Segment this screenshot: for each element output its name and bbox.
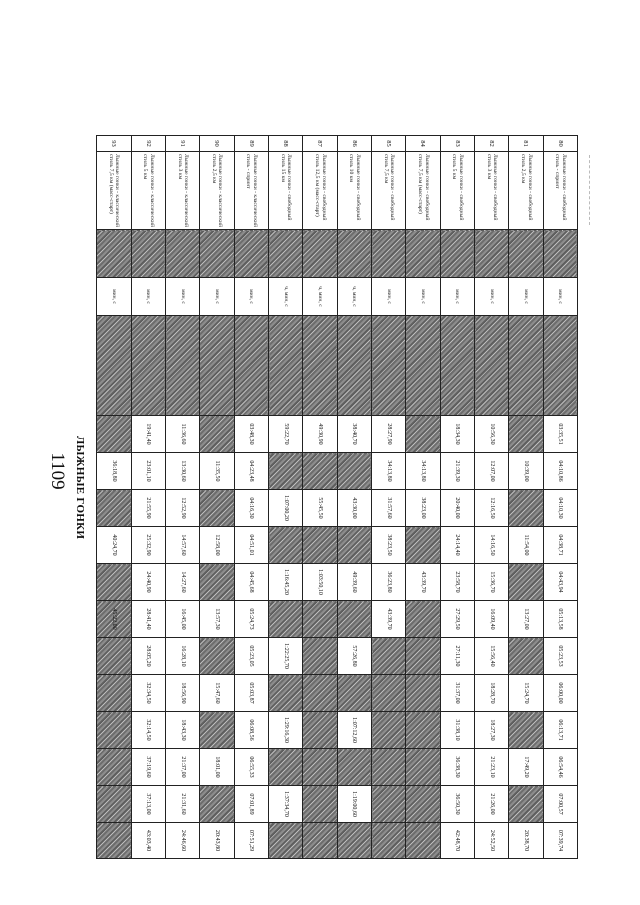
redacted-cell	[303, 601, 337, 638]
discipline-name: Лыжные гонки - свободный стиль - спринт	[543, 152, 577, 230]
redacted-cell	[406, 638, 440, 675]
redacted-cell	[303, 823, 337, 859]
row-number: 88	[268, 136, 302, 152]
section-title: ЛЫЖНЫЕ ГОНКИ	[74, 436, 86, 540]
value-cell: 06:55,33	[234, 749, 268, 786]
table-row	[234, 136, 268, 859]
redacted-cell	[406, 601, 440, 638]
redacted-cell	[509, 564, 543, 601]
value-cell: 16:28,10	[165, 638, 199, 675]
value-cell: 07:00,57	[543, 786, 577, 823]
value-cell: 15:36,70	[474, 564, 508, 601]
standards-table	[96, 135, 578, 859]
redacted-cell	[97, 712, 132, 749]
redacted-cell	[165, 230, 199, 278]
unit-cell: мин, с	[131, 278, 165, 316]
value-cell: 16:09,40	[474, 601, 508, 638]
value-cell: 18:28,70	[474, 675, 508, 712]
row-number: 91	[165, 136, 199, 152]
value-cell: 31:38,10	[440, 712, 474, 749]
value-cell: 12:58,00	[200, 527, 234, 564]
value-cell: 34:13,80	[406, 453, 440, 490]
value-cell: 1:07:00,20	[268, 490, 302, 527]
redacted-cell	[509, 638, 543, 675]
value-cell: 28:05,20	[131, 638, 165, 675]
table-row	[200, 136, 234, 859]
table-row	[268, 136, 302, 859]
redacted-cell	[97, 230, 132, 278]
redacted-cell	[200, 490, 234, 527]
redacted-cell	[543, 230, 577, 278]
redacted-cell	[303, 527, 337, 564]
redacted-cell	[200, 230, 234, 278]
redacted-cell	[97, 823, 132, 859]
unit-cell: ч, мин, с	[268, 278, 302, 316]
value-cell: 28:27,90	[371, 416, 405, 453]
value-cell: 20:43,80	[200, 823, 234, 859]
redacted-cell	[337, 675, 371, 712]
redacted-cell	[268, 749, 302, 786]
value-cell: 06:08,56	[234, 712, 268, 749]
value-cell: 06:00,00	[543, 675, 577, 712]
redacted-cell	[509, 316, 543, 416]
redacted-cell	[509, 712, 543, 749]
value-cell: 12:07,00	[474, 453, 508, 490]
discipline-name: Лыжные гонки - классический стиль - спринт	[234, 152, 268, 230]
value-cell: 43:03,40	[131, 823, 165, 859]
row-number: 82	[474, 136, 508, 152]
discipline-name: Лыжные гонки - классический стиль 5 км	[131, 152, 165, 230]
value-cell: 07:39,74	[543, 823, 577, 859]
redacted-cell	[97, 490, 132, 527]
value-cell: 24:52,50	[474, 823, 508, 859]
redacted-cell	[509, 786, 543, 823]
redacted-cell	[97, 749, 132, 786]
value-cell: 18:56,90	[165, 675, 199, 712]
value-cell: 36:18,80	[97, 453, 132, 490]
value-cell: 24:40,90	[131, 564, 165, 601]
row-number: 93	[97, 136, 132, 152]
redacted-cell	[509, 416, 543, 453]
redacted-cell	[268, 675, 302, 712]
value-cell: 07:51,29	[234, 823, 268, 859]
redacted-cell	[406, 230, 440, 278]
value-cell: 40:24,70	[97, 527, 132, 564]
redacted-cell	[131, 316, 165, 416]
discipline-name: Лыжные гонки - классический стиль 7,5 км (масс-старт)	[97, 152, 132, 230]
value-cell: 21:37,00	[165, 749, 199, 786]
value-cell: 1:22:25,70	[268, 638, 302, 675]
row-number: 80	[543, 136, 577, 152]
unit-cell: мин, с	[200, 278, 234, 316]
unit-cell: мин, с	[234, 278, 268, 316]
redacted-cell	[440, 316, 474, 416]
value-cell: 04:10,30	[543, 490, 577, 527]
unit-cell: ч, мин, с	[337, 278, 371, 316]
unit-cell: мин, с	[509, 278, 543, 316]
redacted-cell	[234, 316, 268, 416]
redacted-cell	[97, 316, 132, 416]
value-cell: 11:36,60	[165, 416, 199, 453]
table-row	[131, 136, 165, 859]
redacted-cell	[406, 527, 440, 564]
value-cell: 14:16,50	[474, 527, 508, 564]
value-cell: 1:19:00,60	[337, 786, 371, 823]
value-cell: 37:13,00	[131, 786, 165, 823]
value-cell: 05:13,58	[543, 601, 577, 638]
value-cell: 10:56,30	[474, 416, 508, 453]
value-cell: 55:45,50	[303, 490, 337, 527]
value-cell: 14:57,60	[165, 527, 199, 564]
value-cell: 21:26,00	[474, 786, 508, 823]
value-cell: 1:03:50,10	[303, 564, 337, 601]
value-cell: 18:27,30	[474, 712, 508, 749]
value-cell: 05:24,73	[234, 601, 268, 638]
redacted-cell: 45:22,00	[97, 601, 132, 638]
redacted-cell	[200, 712, 234, 749]
redacted-cell	[337, 601, 371, 638]
value-cell: 37:19,60	[131, 749, 165, 786]
value-cell: 36:50,30	[440, 786, 474, 823]
table-row	[440, 136, 474, 859]
unit-cell: мин, с	[97, 278, 132, 316]
discipline-name: Лыжные гонки - свободный стиль 10 км	[337, 152, 371, 230]
redacted-cell	[371, 749, 405, 786]
redacted-cell	[337, 823, 371, 859]
value-cell: 21:31,60	[165, 786, 199, 823]
value-cell: 24:46,60	[165, 823, 199, 859]
value-cell: 43:39,70	[371, 601, 405, 638]
redacted-cell	[303, 675, 337, 712]
redacted-cell	[97, 786, 132, 823]
value-cell: 13:30,60	[165, 453, 199, 490]
value-cell: 23:58,70	[440, 564, 474, 601]
redacted-cell	[97, 675, 132, 712]
page-number: 1109	[47, 452, 68, 490]
discipline-name: Лыжные гонки - классический стиль 2,5 км	[200, 152, 234, 230]
value-cell: 23:01,10	[131, 453, 165, 490]
value-cell: 04:45,68	[234, 564, 268, 601]
value-cell: 21:55,90	[131, 490, 165, 527]
discipline-name: Лыжные гонки - свободный стиль 5 км	[440, 152, 474, 230]
unit-cell: мин, с	[543, 278, 577, 316]
value-cell: 03:48,30	[234, 416, 268, 453]
value-cell: 32:34,50	[131, 675, 165, 712]
redacted-cell	[406, 823, 440, 859]
redacted-cell	[303, 316, 337, 416]
redacted-cell	[337, 749, 371, 786]
redacted-cell	[337, 230, 371, 278]
value-cell: 31:57,60	[371, 490, 405, 527]
discipline-name: Лыжные гонки - свободный стиль 7,5 км	[371, 152, 405, 230]
value-cell: 38:23,50	[371, 527, 405, 564]
row-number: 83	[440, 136, 474, 152]
redacted-cell	[200, 564, 234, 601]
value-cell: 16:45,00	[165, 601, 199, 638]
redacted-cell	[200, 638, 234, 675]
redacted-cell	[371, 823, 405, 859]
redacted-cell	[406, 786, 440, 823]
value-cell: 57:26,80	[337, 638, 371, 675]
value-cell: 21:23,10	[474, 749, 508, 786]
scan-artifact	[585, 155, 590, 225]
value-cell: 12:16,50	[474, 490, 508, 527]
redacted-cell	[268, 527, 302, 564]
redacted-cell	[165, 316, 199, 416]
row-number: 81	[509, 136, 543, 152]
redacted-cell	[200, 786, 234, 823]
value-cell: 18:43,30	[165, 712, 199, 749]
redacted-cell	[200, 316, 234, 416]
discipline-name: Лыжные гонки - свободный стиль 7,5 км (масс-старт)	[406, 152, 440, 230]
value-cell: 34:13,80	[371, 453, 405, 490]
value-cell: 43:30,00	[337, 490, 371, 527]
redacted-cell	[337, 527, 371, 564]
value-cell: 11:35,50	[200, 453, 234, 490]
row-number: 90	[200, 136, 234, 152]
value-cell: 20:40,00	[440, 490, 474, 527]
row-number: 92	[131, 136, 165, 152]
redacted-cell	[303, 453, 337, 490]
redacted-cell	[337, 453, 371, 490]
discipline-name: Лыжные гонки - свободный стиль 15 км	[268, 152, 302, 230]
value-cell: 31:37,00	[440, 675, 474, 712]
row-number: 87	[303, 136, 337, 152]
unit-cell: мин, с	[165, 278, 199, 316]
value-cell: 06:13,71	[543, 712, 577, 749]
table-row	[371, 136, 405, 859]
value-cell: 59:22,70	[268, 416, 302, 453]
redacted-cell	[406, 712, 440, 749]
redacted-cell	[440, 230, 474, 278]
value-cell: 18:01,00	[200, 749, 234, 786]
value-cell: 1:16:45,20	[268, 564, 302, 601]
redacted-cell	[371, 712, 405, 749]
value-cell: 04:16,30	[234, 490, 268, 527]
redacted-cell	[200, 416, 234, 453]
value-cell: 15:24,70	[509, 675, 543, 712]
redacted-cell	[474, 230, 508, 278]
table-row	[406, 136, 440, 859]
value-cell: 43:39,70	[406, 564, 440, 601]
discipline-name: Лыжные гонки - свободный стиль 2,5 км	[509, 152, 543, 230]
redacted-cell	[303, 749, 337, 786]
unit-cell: мин, с	[371, 278, 405, 316]
value-cell: 1:07:12,60	[337, 712, 371, 749]
value-cell: 24:14,40	[440, 527, 474, 564]
value-cell: 36:38,30	[440, 749, 474, 786]
value-cell: 14:27,60	[165, 564, 199, 601]
table-row	[509, 136, 543, 859]
unit-cell: ч, мин, с	[303, 278, 337, 316]
value-cell: 19:41,40	[131, 416, 165, 453]
redacted-cell	[406, 316, 440, 416]
redacted-cell	[303, 638, 337, 675]
row-number: 89	[234, 136, 268, 152]
value-cell: 17:49,20	[509, 749, 543, 786]
value-cell: 06:54,46	[543, 749, 577, 786]
redacted-cell	[303, 712, 337, 749]
redacted-cell	[371, 786, 405, 823]
value-cell: 15:56,40	[474, 638, 508, 675]
table-row	[165, 136, 199, 859]
redacted-cell	[97, 638, 132, 675]
value-cell: 28:41,40	[131, 601, 165, 638]
redacted-cell	[268, 230, 302, 278]
redacted-cell	[97, 416, 132, 453]
value-cell: 05:03,87	[234, 675, 268, 712]
table-row	[543, 136, 577, 859]
value-cell: 42:48,70	[440, 823, 474, 859]
value-cell: 04:51,01	[234, 527, 268, 564]
table-row	[474, 136, 508, 859]
value-cell: 36:23,80	[371, 564, 405, 601]
value-cell: 11:54,00	[509, 527, 543, 564]
redacted-cell	[371, 316, 405, 416]
row-number: 85	[371, 136, 405, 152]
redacted-cell	[268, 601, 302, 638]
discipline-name: Лыжные гонки - свободный стиль 12,5 км (масс-старт)	[303, 152, 337, 230]
redacted-cell	[131, 230, 165, 278]
value-cell: 27:11,30	[440, 638, 474, 675]
value-cell: 38:23,00	[406, 490, 440, 527]
value-cell: 25:32,90	[131, 527, 165, 564]
value-cell: 04:38,71	[543, 527, 577, 564]
redacted-cell	[234, 230, 268, 278]
redacted-cell	[509, 490, 543, 527]
redacted-cell	[406, 749, 440, 786]
table-row	[303, 136, 337, 859]
table-body	[97, 136, 578, 859]
redacted-cell	[543, 316, 577, 416]
value-cell: 15:47,60	[200, 675, 234, 712]
value-cell: 04:23,48	[234, 453, 268, 490]
value-cell: 38:40,70	[337, 416, 371, 453]
redacted-cell	[406, 675, 440, 712]
redacted-cell	[268, 316, 302, 416]
value-cell: 32:14,50	[131, 712, 165, 749]
value-cell: 05:23,53	[543, 638, 577, 675]
redacted-cell	[337, 316, 371, 416]
redacted-cell	[97, 564, 132, 601]
redacted-cell	[303, 786, 337, 823]
value-cell: 03:35,51	[543, 416, 577, 453]
row-number: 86	[337, 136, 371, 152]
value-cell: 49:39,60	[337, 564, 371, 601]
value-cell: 05:23,05	[234, 638, 268, 675]
table-row	[337, 136, 371, 859]
value-cell: 1:37:34,70	[268, 786, 302, 823]
table-row	[97, 136, 132, 859]
unit-cell: мин, с	[474, 278, 508, 316]
redacted-cell	[303, 230, 337, 278]
discipline-name: Лыжные гонки - свободный стиль 3 км	[474, 152, 508, 230]
value-cell: 21:39,30	[440, 453, 474, 490]
redacted-cell	[474, 316, 508, 416]
redacted-cell	[371, 638, 405, 675]
redacted-cell	[268, 453, 302, 490]
discipline-name: Лыжные гонки - классический стиль 3 км	[165, 152, 199, 230]
redacted-cell	[268, 823, 302, 859]
value-cell: 20:38,70	[509, 823, 543, 859]
value-cell: 12:52,90	[165, 490, 199, 527]
value-cell: 13:57,30	[200, 601, 234, 638]
value-cell: 07:01,89	[234, 786, 268, 823]
value-cell: 1:29:16,30	[268, 712, 302, 749]
unit-cell: мин, с	[440, 278, 474, 316]
value-cell: 13:27,00	[509, 601, 543, 638]
row-number: 84	[406, 136, 440, 152]
value-cell: 04:10,86	[543, 453, 577, 490]
value-cell: 10:39,00	[509, 453, 543, 490]
value-cell: 18:34,30	[440, 416, 474, 453]
value-cell: 27:29,50	[440, 601, 474, 638]
unit-cell: мин, с	[406, 278, 440, 316]
redacted-cell	[509, 230, 543, 278]
redacted-cell	[371, 230, 405, 278]
redacted-cell	[371, 675, 405, 712]
value-cell: 49:30,90	[303, 416, 337, 453]
redacted-cell	[406, 416, 440, 453]
value-cell: 04:43,94	[543, 564, 577, 601]
